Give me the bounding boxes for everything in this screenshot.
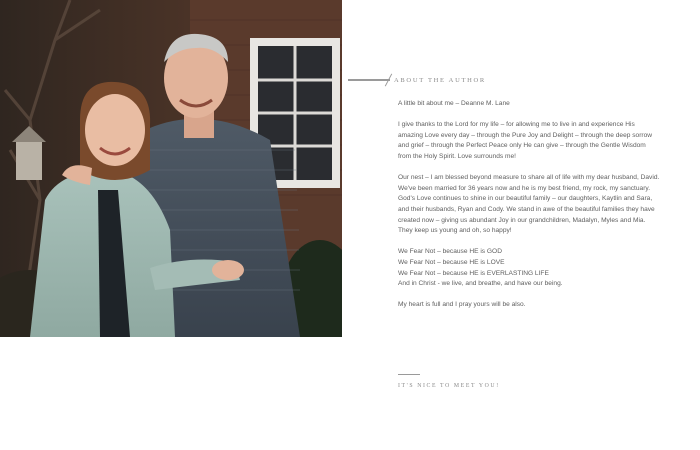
intro-line: A little bit about me – Deanne M. Lane <box>398 100 510 107</box>
fear-not-line: We Fear Not – because HE is GOD <box>398 248 502 256</box>
footer-divider <box>398 374 420 375</box>
section-label-text: ABOUT THE AUTHOR <box>394 76 486 84</box>
footer-greeting: IT'S NICE TO MEET YOU! <box>398 383 500 389</box>
section-label <box>348 73 486 87</box>
closing-line: My heart is full and I pray yours will be also. <box>398 301 526 309</box>
fear-not-line: We Fear Not – because HE is EVERLASTING LIFE <box>398 269 549 277</box>
fear-not-block <box>398 247 660 289</box>
about-content <box>398 99 660 321</box>
fear-not-line: We Fear Not – because HE is LOVE <box>398 258 505 266</box>
author-photo <box>0 0 342 337</box>
paragraph-gratitude: I give thanks to the Lord for my life – for allowing me to live in and experience His amazing Love every day – through the Pure Joy and Delight – through the deep sorrow and grief – through the Perfect Peace only He can give – through the Gentle Wisdom from the Holy Spirit. Love surrounds me! <box>398 121 653 160</box>
couple-photo-illustration <box>0 0 342 337</box>
label-divider-line <box>348 79 390 81</box>
fear-not-line: And in Christ - we live, and breathe, and have our being. <box>398 280 563 288</box>
paragraph-family: Our nest – I am blessed beyond measure to share all of life with my dear husband, David. We've been married for 36 years now and he is my best friend, my rock, my sanctuary. God's Love continues to shine in our beautiful family – our daughters, Kaytlin and Sara, and their husbands, Ryan and Cody. We stand in awe of the beautiful families they have created now – giving us abundant Joy in our grandchildren, Madalyn, Myles and Mia. They keep us young and oh, so happy! <box>398 174 660 235</box>
